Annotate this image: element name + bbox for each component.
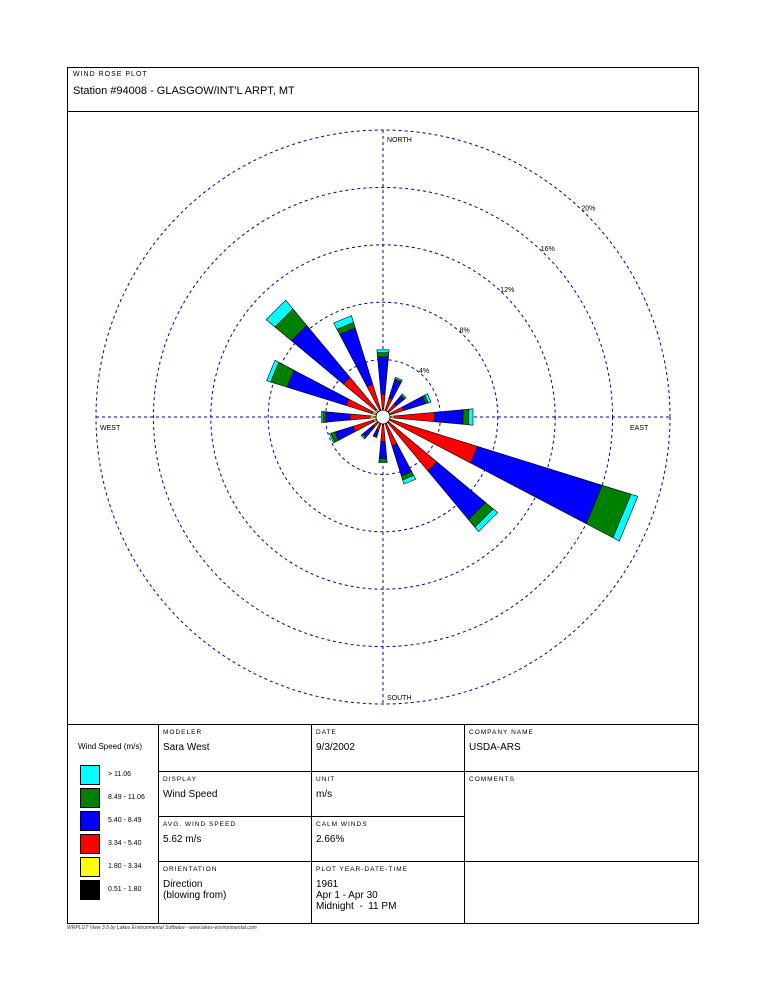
legend-swatch — [80, 880, 100, 900]
orientation-value: Direction (blowing from) — [163, 879, 227, 901]
company-cell — [464, 725, 698, 771]
petal-segment — [323, 412, 326, 423]
petal-segment — [379, 441, 387, 458]
plot-time-label: PLOT YEAR-DATE-TIME — [316, 866, 408, 873]
legend-swatch — [80, 834, 100, 854]
legend-swatch — [80, 788, 100, 808]
petal-segment — [377, 353, 389, 357]
petal-segment — [381, 394, 385, 408]
modeler-label: MODELER — [163, 729, 203, 736]
software-credit: WRPLOT View 3.5 by Lakes Environmental Software - www.lakes-environmental.com — [67, 925, 257, 931]
legend-swatch — [80, 765, 100, 785]
legend-swatch — [80, 857, 100, 877]
plot-type-label: WIND ROSE PLOT — [73, 71, 148, 78]
compass-south: SOUTH — [387, 695, 412, 702]
ring-label: 4% — [419, 367, 430, 375]
legend-label: 3.34 - 5.40 — [108, 840, 142, 847]
avg-speed-label: AVG. WIND SPEED — [163, 821, 237, 828]
modeler-cell — [158, 725, 311, 771]
modeler-value: Sara West — [163, 742, 210, 753]
petal-segment — [463, 409, 469, 425]
petal-segment — [335, 426, 355, 440]
company-value: USDA-ARS — [469, 742, 521, 753]
legend-label: 8.49 - 11.06 — [108, 794, 145, 801]
orientation-label: ORIENTATION — [163, 866, 218, 873]
petal-segment — [434, 410, 463, 425]
unit-label: UNIT — [316, 776, 336, 783]
compass-west: WEST — [100, 425, 121, 432]
station-title: Station #94008 - GLASGOW/INT'L ARPT, MT — [73, 85, 295, 97]
petal-segment — [379, 461, 387, 462]
display-cell — [158, 771, 311, 816]
petal-segment — [322, 411, 323, 422]
plot-time-cell — [311, 861, 464, 923]
date-cell — [311, 725, 464, 771]
petal-segment — [379, 458, 387, 461]
date-label: DATE — [316, 729, 337, 736]
info-panel — [67, 724, 699, 924]
petal-segment — [394, 412, 434, 421]
calm-winds-cell — [311, 816, 464, 861]
avg-speed-value: 5.62 m/s — [163, 834, 202, 845]
display-label: DISPLAY — [163, 776, 197, 783]
legend-label: 0.51 - 1.80 — [108, 886, 142, 893]
legend-label: > 11.06 — [108, 771, 132, 778]
legend — [68, 725, 158, 923]
compass-east: EAST — [630, 425, 649, 432]
legend-label: 5.40 - 8.49 — [108, 817, 142, 824]
wind-rose-panel — [67, 111, 699, 726]
unit-value: m/s — [316, 789, 333, 800]
date-value: 9/3/2002 — [316, 742, 355, 753]
empty-cell — [464, 861, 698, 923]
ring-label: 16% — [540, 246, 555, 254]
plot-header — [67, 67, 699, 113]
plot-time-value: 1961 Apr 1 - Apr 30 Midnight - 11 PM — [316, 879, 397, 912]
petal-segment — [392, 444, 412, 476]
ring-label: 20% — [581, 205, 596, 213]
legend-label: 1.80 - 3.34 — [108, 863, 142, 870]
petal-segment — [389, 380, 401, 399]
petal-segment — [469, 409, 473, 425]
ring-label: 8% — [459, 327, 470, 335]
compass-north: NORTH — [387, 137, 412, 144]
wind-rose-chart — [68, 112, 698, 725]
petal-segment — [378, 357, 389, 394]
comments-cell — [464, 771, 698, 861]
petal-segment — [377, 350, 389, 353]
petal-segment — [350, 414, 370, 420]
calm-winds-value: 2.66% — [316, 834, 345, 845]
legend-title: Wind Speed (m/s) — [78, 742, 143, 751]
avg-speed-cell — [158, 816, 311, 861]
calm-center — [376, 410, 390, 424]
comments-label: COMMENTS — [469, 776, 515, 783]
calm-winds-label: CALM WINDS — [316, 821, 368, 828]
orientation-cell — [158, 861, 311, 923]
display-value: Wind Speed — [163, 789, 218, 800]
ring-label: 12% — [500, 286, 515, 294]
unit-cell — [311, 771, 464, 816]
petal-segment — [326, 412, 350, 422]
company-label: COMPANY NAME — [469, 729, 534, 736]
legend-swatch — [80, 811, 100, 831]
